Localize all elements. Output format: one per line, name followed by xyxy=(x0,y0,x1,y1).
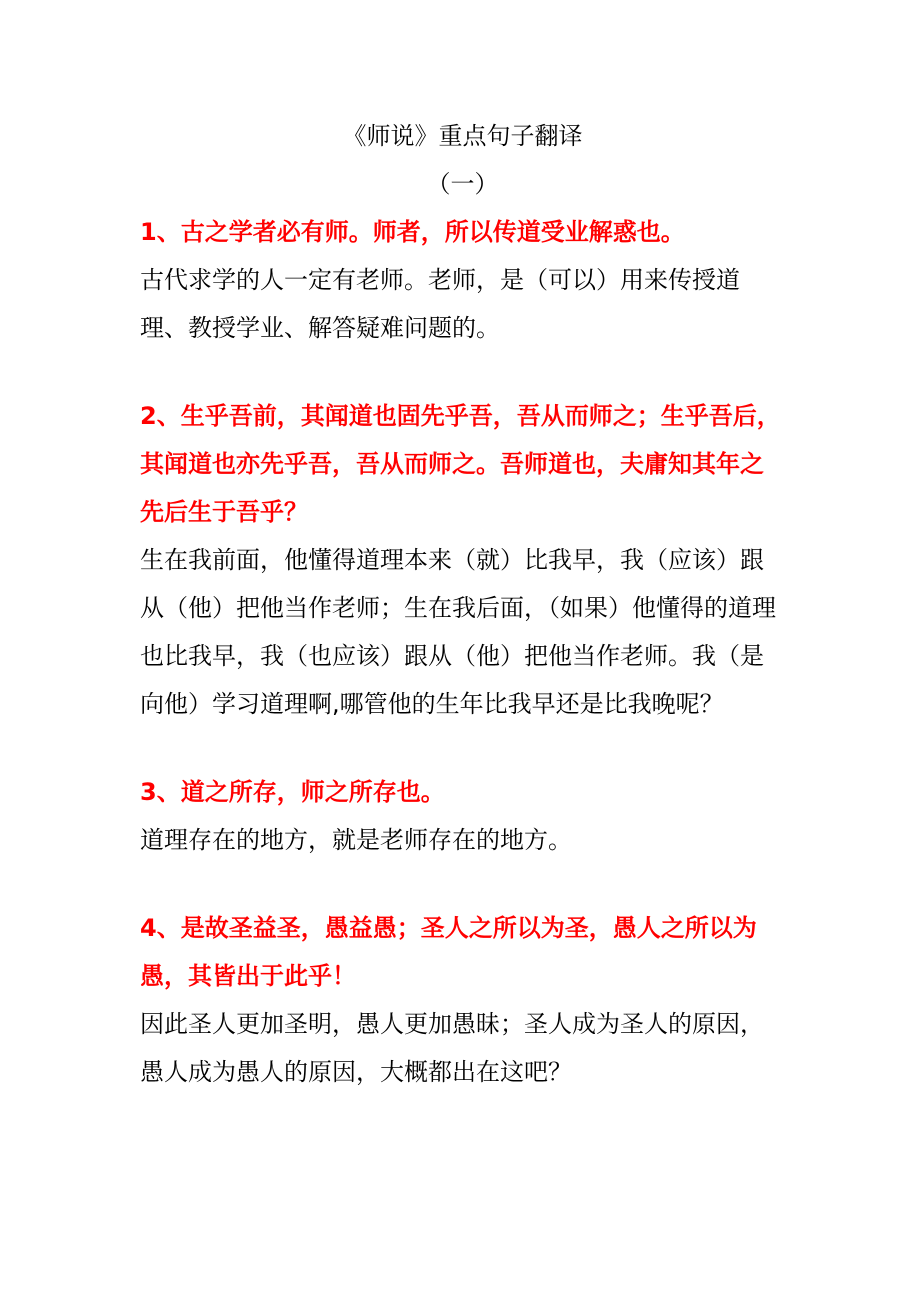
translation-text: 道理存在的地方，就是老师存在的地方。 xyxy=(140,826,572,854)
original-sentence: 1、古之学者必有师。师者，所以传道受业解惑也。 xyxy=(140,218,685,246)
translation-text: 生在我前面，他懂得道理本来（就）比我早，我（应该）跟从（他）把他当作老师；生在我后面，（如果）他懂得的道理也比我早，我（也应该）跟从（他）把他当作老师。我（是向他）学习道理啊,哪管他的生年比我早还是比我晚呢？ xyxy=(140,546,776,718)
sentence-item-1 xyxy=(140,208,785,352)
section-number: （一） xyxy=(426,170,499,198)
original-sentence: 3、道之所存，师之所存也。 xyxy=(140,778,445,806)
translation-text: 因此圣人更加圣明，愚人更加愚昧；圣人成为圣人的原因，愚人成为愚人的原因，大概都出在这吧？ xyxy=(140,1010,764,1086)
sentence-item-4 xyxy=(140,904,785,1096)
document-title: 《师说》重点句子翻译 xyxy=(342,122,583,150)
document-page xyxy=(140,112,785,1136)
sentence-item-3 xyxy=(140,768,785,864)
original-sentence: 2、生乎吾前，其闻道也固先乎吾，吾从而师之；生乎吾后，其闻道也亦先乎吾，吾从而师之。吾师道也，夫庸知其年之先后生于吾乎？ xyxy=(140,402,781,526)
translation-text: 古代求学的人一定有老师。老师，是（可以）用来传授道理、教授学业、解答疑难问题的。 xyxy=(140,266,740,342)
sentence-item-2 xyxy=(140,392,785,728)
original-sentence: 4、是故圣益圣，愚益愚；圣人之所以为圣，愚人之所以为愚，其皆出于此乎！ xyxy=(140,914,757,990)
